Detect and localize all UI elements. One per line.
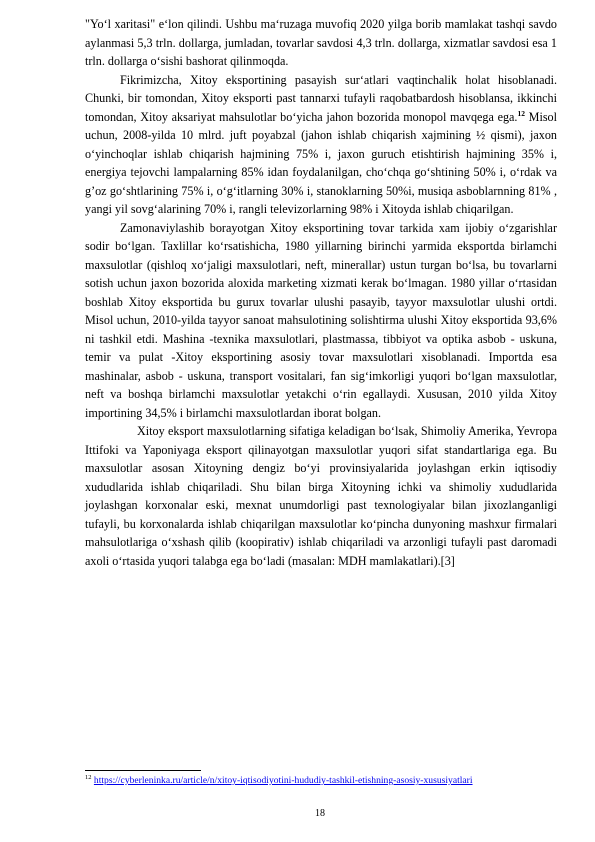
- paragraph-1: "Yo‘l xaritasi" e‘lon qilindi. Ushbu ma‘ruzaga muvofiq 2020 yilga borib mamlakat tashqi savdo aylanmasi 5,3 trln. dollarga, jumladan, tovarlar savdosi 4,3 trln. dollarga, xizmatlar savdosi esa 1 trln. dollarga o‘sishi bashorat qilinmoqda.: [85, 17, 557, 68]
- page-number: 18: [315, 808, 325, 819]
- paragraph-2-text-after: Misol uchun, 2008-yilda 10 mlrd. juft poyabzal (jahon ishlab chiqarish xajmining ½ qismi), jaxon o‘yinchoqlar ishlab chiqarish hajmining 75% i, jaxon guruch etishtirish hajmining 35% i, energiya tejovchi lampalarning 85% idan foydalanilgan, cho‘chqa go‘shtining 50% i, o‘rdak va g’oz go‘shtlarining 75% i, o‘g‘itlarning 30% i, stanoklarning 50%i, musiqa asboblarnning 81% , yangi yil sovg‘alarining 70% i, rangli televizorlarning 98% i Xitoyda ishlab chiqarilgan.: [85, 109, 558, 216]
- footnote-link[interactable]: https://cyberleninka.ru/article/n/xitoy-iqtisodiyotini-hududiy-tashkil-etishning-asosiy-xususiyatlari: [93, 775, 473, 786]
- footnote-number: 12: [85, 773, 92, 781]
- footnote-reference-12[interactable]: 12: [517, 108, 525, 118]
- footnote: [85, 775, 557, 787]
- paragraph-4: Xitoy eksport maxsulotlarning sifatiga keladigan bo‘lsak, Shimoliy Amerika, Yevropa Ittifoki va Yaponiyaga eksport qilinayotgan maxsulotlar yuqori sifat standartlariga ega. Bu maxsulotlar asosan Xitoyning dengiz bo‘yi provinsiyalarida joylashgan erkin iqtisodiy xududlarida ishlab chiqariladi. Shu bilan birga Xitoyning ichki va shimoliy xududlarida joylashgan korxonalar eski, mexnat unumdorligi past texnologiyalar bilan jixozlanganligi tufayli, bu korxonalarda ishlab chiqarilgan maxsulotlar ko‘pincha dunyoning mashxur firmalari mahsulotlariga o‘xshash qilib (koopirativ) ishlab chiqariladi va arzonligi tufayli past daromadi axoli o‘rtasida yuqori talabga ega bo‘ladi (masalan: MDH mamlakatlari).[3]: [85, 424, 557, 568]
- page-body: [85, 15, 557, 570]
- footnote-separator: [85, 770, 201, 771]
- paragraph-3: Zamonaviylashib borayotgan Xitoy eksportining tovar tarkida xam ijobiy o‘zgarishlar sodir bo‘lgan. Taxlillar ko‘rsatishicha, 1980 yillarning birinchi yarmida eksportda birlamchi maxsulotlar (qishloq xo‘jaligi maxsulotlari, neft, minerallar) ustun turgan bo‘lsa, bu tovarlarni sotish uchun jaxon bozorida aloxida marketing xizmati kerak bo‘lmagan. 1980 yillar o‘rtasidan boshlab Xitoy eksportida bu guruх tovarlar ulushi pasayib, tayyor maxsulotlar ulushi ortdi. Misol uchun, 2010-yilda tayyor sanoat mahsulotining solishtirma ulushi Xitoy eksportida 93,6% ni tashkil etdi. Mashina -texnika maxsulotlari, plastmassa, tibbiyot va optika asbob - uskuna, temir va pulat -Xitoy eksportining asosiy tovar maxsulotlari xisoblanadi. Importda esa mashinalar, asbob - uskuna, transport vositalari, fan sig‘imkorligi yuqori bo‘lgan maxsulotlar, neft va boshqa birlamchi maxsulotlar yetakchi o‘rin egallaydi. Xususan, 2010 yilda Xitoy importining 34,5% i birlamchi maxsulotlardan iborat bolgan.: [85, 220, 557, 420]
- paragraph-2-text-before: Fikrimizcha, Xitoy eksportining pasayish sur‘atlari vaqtinchalik holat hisoblanadi. Chunki, bir tomondan, Xitoy eksporti past tannarxi tufayli raqobatbardosh hisoblansa, ikkinchi tomondan, Xitoy aksariyat mahsulotlar bo‘yicha jahon bozorida monopol mavqega ega.: [85, 72, 557, 124]
- paragraph-2: [85, 71, 557, 219]
